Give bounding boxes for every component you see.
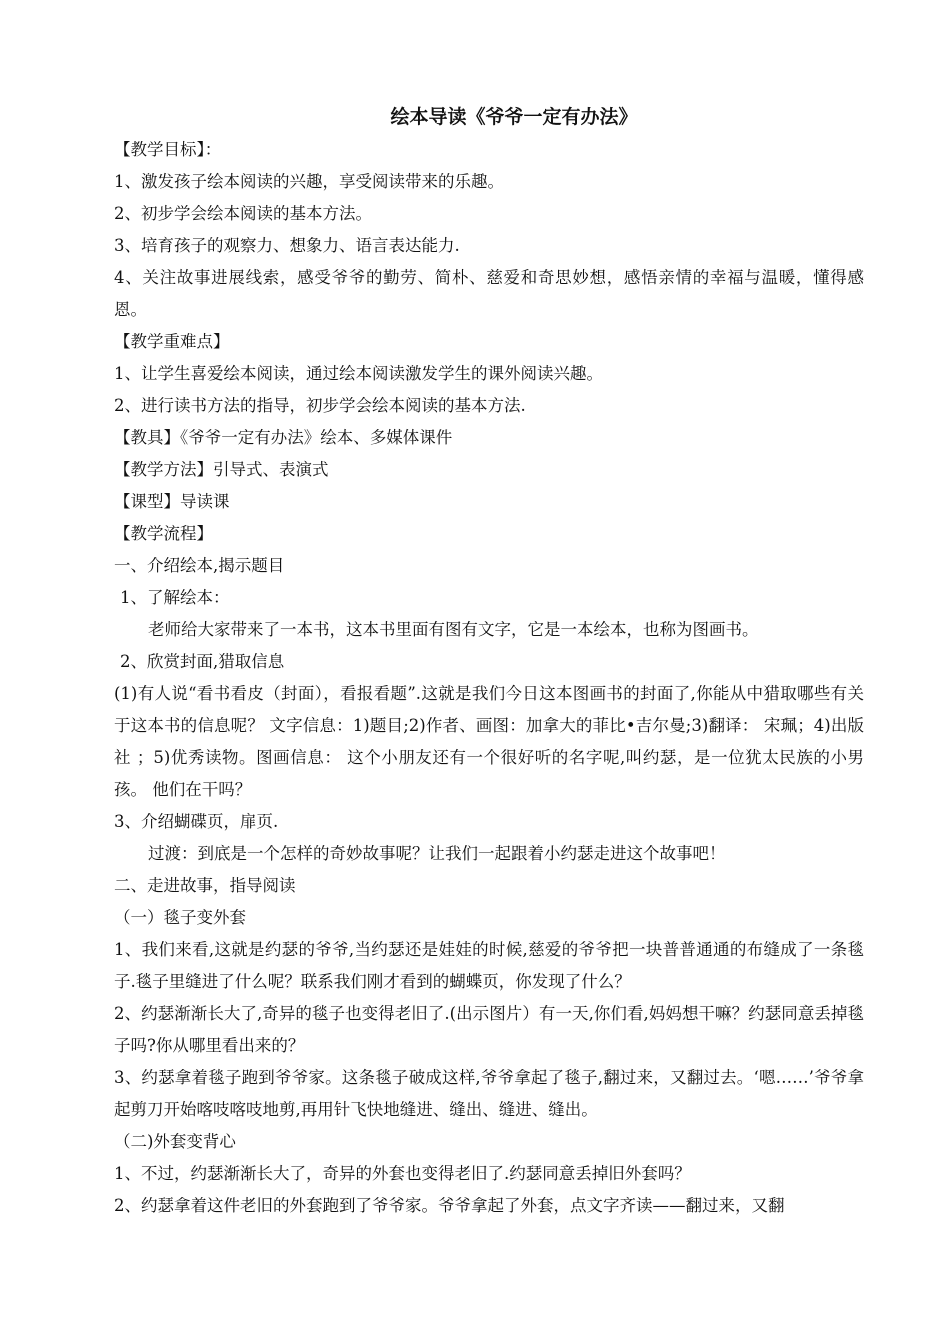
procedure-text-intro: 老师给大家带来了一本书，这本书里面有图有文字，它是一本绘本，也称为图画书。 [148,620,759,639]
procedure-step-1-1: 1、了解绘本： [120,588,230,607]
procedure-part-2-heading: 二、走进故事，指导阅读 [114,876,296,895]
procedure-part-1-heading: 一、介绍绘本,揭示题目 [114,556,285,575]
teaching-methods-line: 【教学方法】引导式、表演式 [114,460,329,479]
section-heading-key-points: 【教学重难点】 [114,332,230,351]
lesson-type-line: 【课型】导读课 [114,492,230,511]
document-page [114,100,864,1222]
blanket-item-1: 1、我们来看,这就是约瑟的爷爷,当约瑟还是娃娃的时候,慈爱的爷爷把一块普普通通的布缝成了一条毯子.毯子里缝进了什么呢？联系我们刚才看到的蝴蝶页，你发现了什么？ [114,940,864,991]
procedure-cover-paragraph: (1)有人说“看书看皮（封面），看报看题”.这就是我们今日这本图画书的封面了,你能从中猎取哪些有关于这本书的信息呢？ 文字信息：1)题目;2)作者、画图：加拿大的菲比•吉尔曼;3)翻译： 宋珮；4)出版社 ；5)优秀读物。图画信息： 这个小朋友还有一个很好听的名字呢,叫约瑟，是一位犹太民族的小男孩。 他们在干吗？ [114,684,864,799]
key-point-item-2: 2、进行读书方法的指导，初步学会绘本阅读的基本方法. [114,396,526,415]
procedure-transition: 过渡：到底是一个怎样的奇妙故事呢？让我们一起跟着小约瑟走进这个故事吧！ [148,844,726,863]
subsection-blanket-heading: （一）毯子变外套 [114,908,246,927]
procedure-step-1-2: 2、欣赏封面,猎取信息 [120,652,285,671]
blanket-item-2: 2、约瑟渐渐长大了,奇异的毯子也变得老旧了.(出示图片）有一天,你们看,妈妈想干嘛？约瑟同意丢掉毯子吗?你从哪里看出来的？ [114,1004,864,1055]
section-heading-objectives: 【教学目标】： [114,140,222,159]
objective-item-4: 4、关注故事进展线索，感受爷爷的勤劳、简朴、慈爱和奇思妙想，感悟亲情的幸福与温暖，懂得感恩。 [114,268,864,319]
objective-item-3: 3、培育孩子的观察力、想象力、语言表达能力. [114,236,460,255]
teaching-aids-line: 【教具】《爷爷一定有办法》绘本、多媒体课件 [114,428,453,447]
key-point-item-1: 1、让学生喜爱绘本阅读，通过绘本阅读激发学生的课外阅读兴趣。 [114,364,603,383]
document-title: 绘本导读《爷爷一定有办法》 [390,106,638,128]
coat-item-1: 1、不过，约瑟渐渐长大了，奇异的外套也变得老旧了.约瑟同意丢掉旧外套吗？ [114,1164,691,1183]
objective-item-2: 2、初步学会绘本阅读的基本方法。 [114,204,372,223]
objective-item-1: 1、激发孩子绘本阅读的兴趣，享受阅读带来的乐趣。 [114,172,504,191]
subsection-coat-heading: （二)外套变背心 [114,1132,236,1151]
blanket-item-3: 3、约瑟拿着毯子跑到爷爷家。这条毯子破成这样,爷爷拿起了毯子,翻过来，又翻过去。‘嗯……’爷爷拿起剪刀开始喀吱喀吱地剪,再用针飞快地缝进、缝出、缝进、缝出。 [114,1068,864,1119]
procedure-step-1-3: 3、介绍蝴碟页，扉页. [114,812,279,831]
section-heading-procedure: 【教学流程】 [114,524,213,543]
coat-item-2: 2、约瑟拿着这件老旧的外套跑到了爷爷家。爷爷拿起了外套，点文字齐读——翻过来，又翻 [114,1196,785,1215]
